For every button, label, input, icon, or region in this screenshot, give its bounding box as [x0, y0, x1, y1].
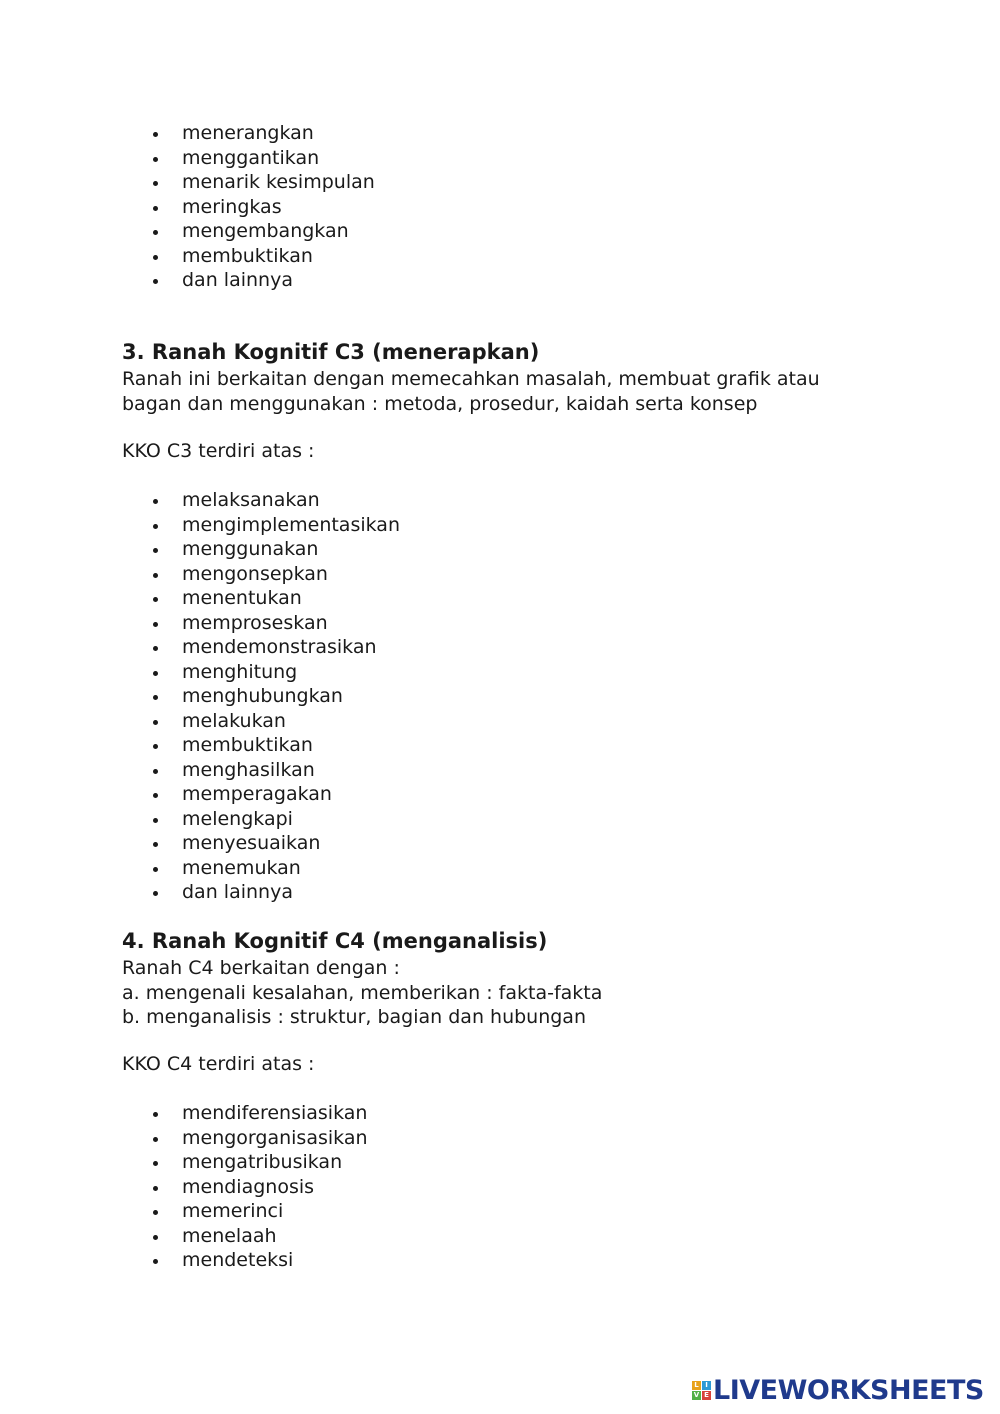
list-item: mengorganisasikan [150, 1126, 368, 1151]
list-item: menghubungkan [150, 684, 400, 709]
list-item: menentukan [150, 586, 400, 611]
section-heading-c3: 3. Ranah Kognitif C3 (menerapkan) [122, 340, 540, 364]
list-item: mengonsepkan [150, 562, 400, 587]
list-item: mendeteksi [150, 1248, 368, 1273]
list-item: menarik kesimpulan [150, 170, 375, 195]
list-item: menghitung [150, 660, 400, 685]
list-item: mendemonstrasikan [150, 635, 400, 660]
list-item: membuktikan [150, 733, 400, 758]
section-description-c3 [122, 367, 820, 416]
section-heading-c4: 4. Ranah Kognitif C4 (menganalisis) [122, 929, 548, 953]
list-item: menyesuaikan [150, 831, 400, 856]
logo-mark-e: E [702, 1391, 711, 1400]
logo-mark-l: L [692, 1381, 701, 1390]
list-item: mengembangkan [150, 219, 375, 244]
kko-label-c4: KKO C4 terdiri atas : [122, 1053, 315, 1075]
description-line: bagan dan menggunakan : metoda, prosedur, kaidah serta konsep [122, 392, 758, 415]
c3-verb-list [150, 488, 400, 905]
list-item: membuktikan [150, 244, 375, 269]
c4-verb-list [150, 1101, 368, 1273]
top-verb-list [150, 121, 375, 293]
list-item: menelaah [150, 1224, 368, 1249]
list-item: menghasilkan [150, 758, 400, 783]
description-line: Ranah ini berkaitan dengan memecahkan masalah, membuat grafik atau [122, 368, 820, 390]
list-item: mendiferensiasikan [150, 1101, 368, 1126]
list-item: menggunakan [150, 537, 400, 562]
list-item: dan lainnya [150, 880, 400, 905]
logo-text: LIVEWORKSHEETS [713, 1374, 984, 1406]
list-item: mendiagnosis [150, 1175, 368, 1200]
list-item: menggantikan [150, 146, 375, 171]
kko-label-c3: KKO C3 terdiri atas : [122, 440, 315, 462]
list-item: melengkapi [150, 807, 400, 832]
list-item: meringkas [150, 195, 375, 220]
list-item: melakukan [150, 709, 400, 734]
liveworksheets-logo[interactable] [692, 1374, 984, 1406]
logo-mark-i: I [702, 1381, 711, 1390]
list-item: memerinci [150, 1199, 368, 1224]
description-line: b. menganalisis : struktur, bagian dan hubungan [122, 1006, 586, 1028]
list-item: mengimplementasikan [150, 513, 400, 538]
section-description-c4 [122, 956, 602, 1030]
logo-mark-icon [692, 1381, 711, 1400]
list-item: dan lainnya [150, 268, 375, 293]
logo-mark-v: V [693, 1390, 700, 1399]
list-item: menemukan [150, 856, 400, 881]
description-line: Ranah C4 berkaitan dengan : [122, 957, 400, 979]
list-item: menerangkan [150, 121, 375, 146]
list-item: memperagakan [150, 782, 400, 807]
list-item: mengatribusikan [150, 1150, 368, 1175]
list-item: melaksanakan [150, 488, 400, 513]
description-line: a. mengenali kesalahan, memberikan : fakta-fakta [122, 981, 603, 1004]
list-item: memproseskan [150, 611, 400, 636]
